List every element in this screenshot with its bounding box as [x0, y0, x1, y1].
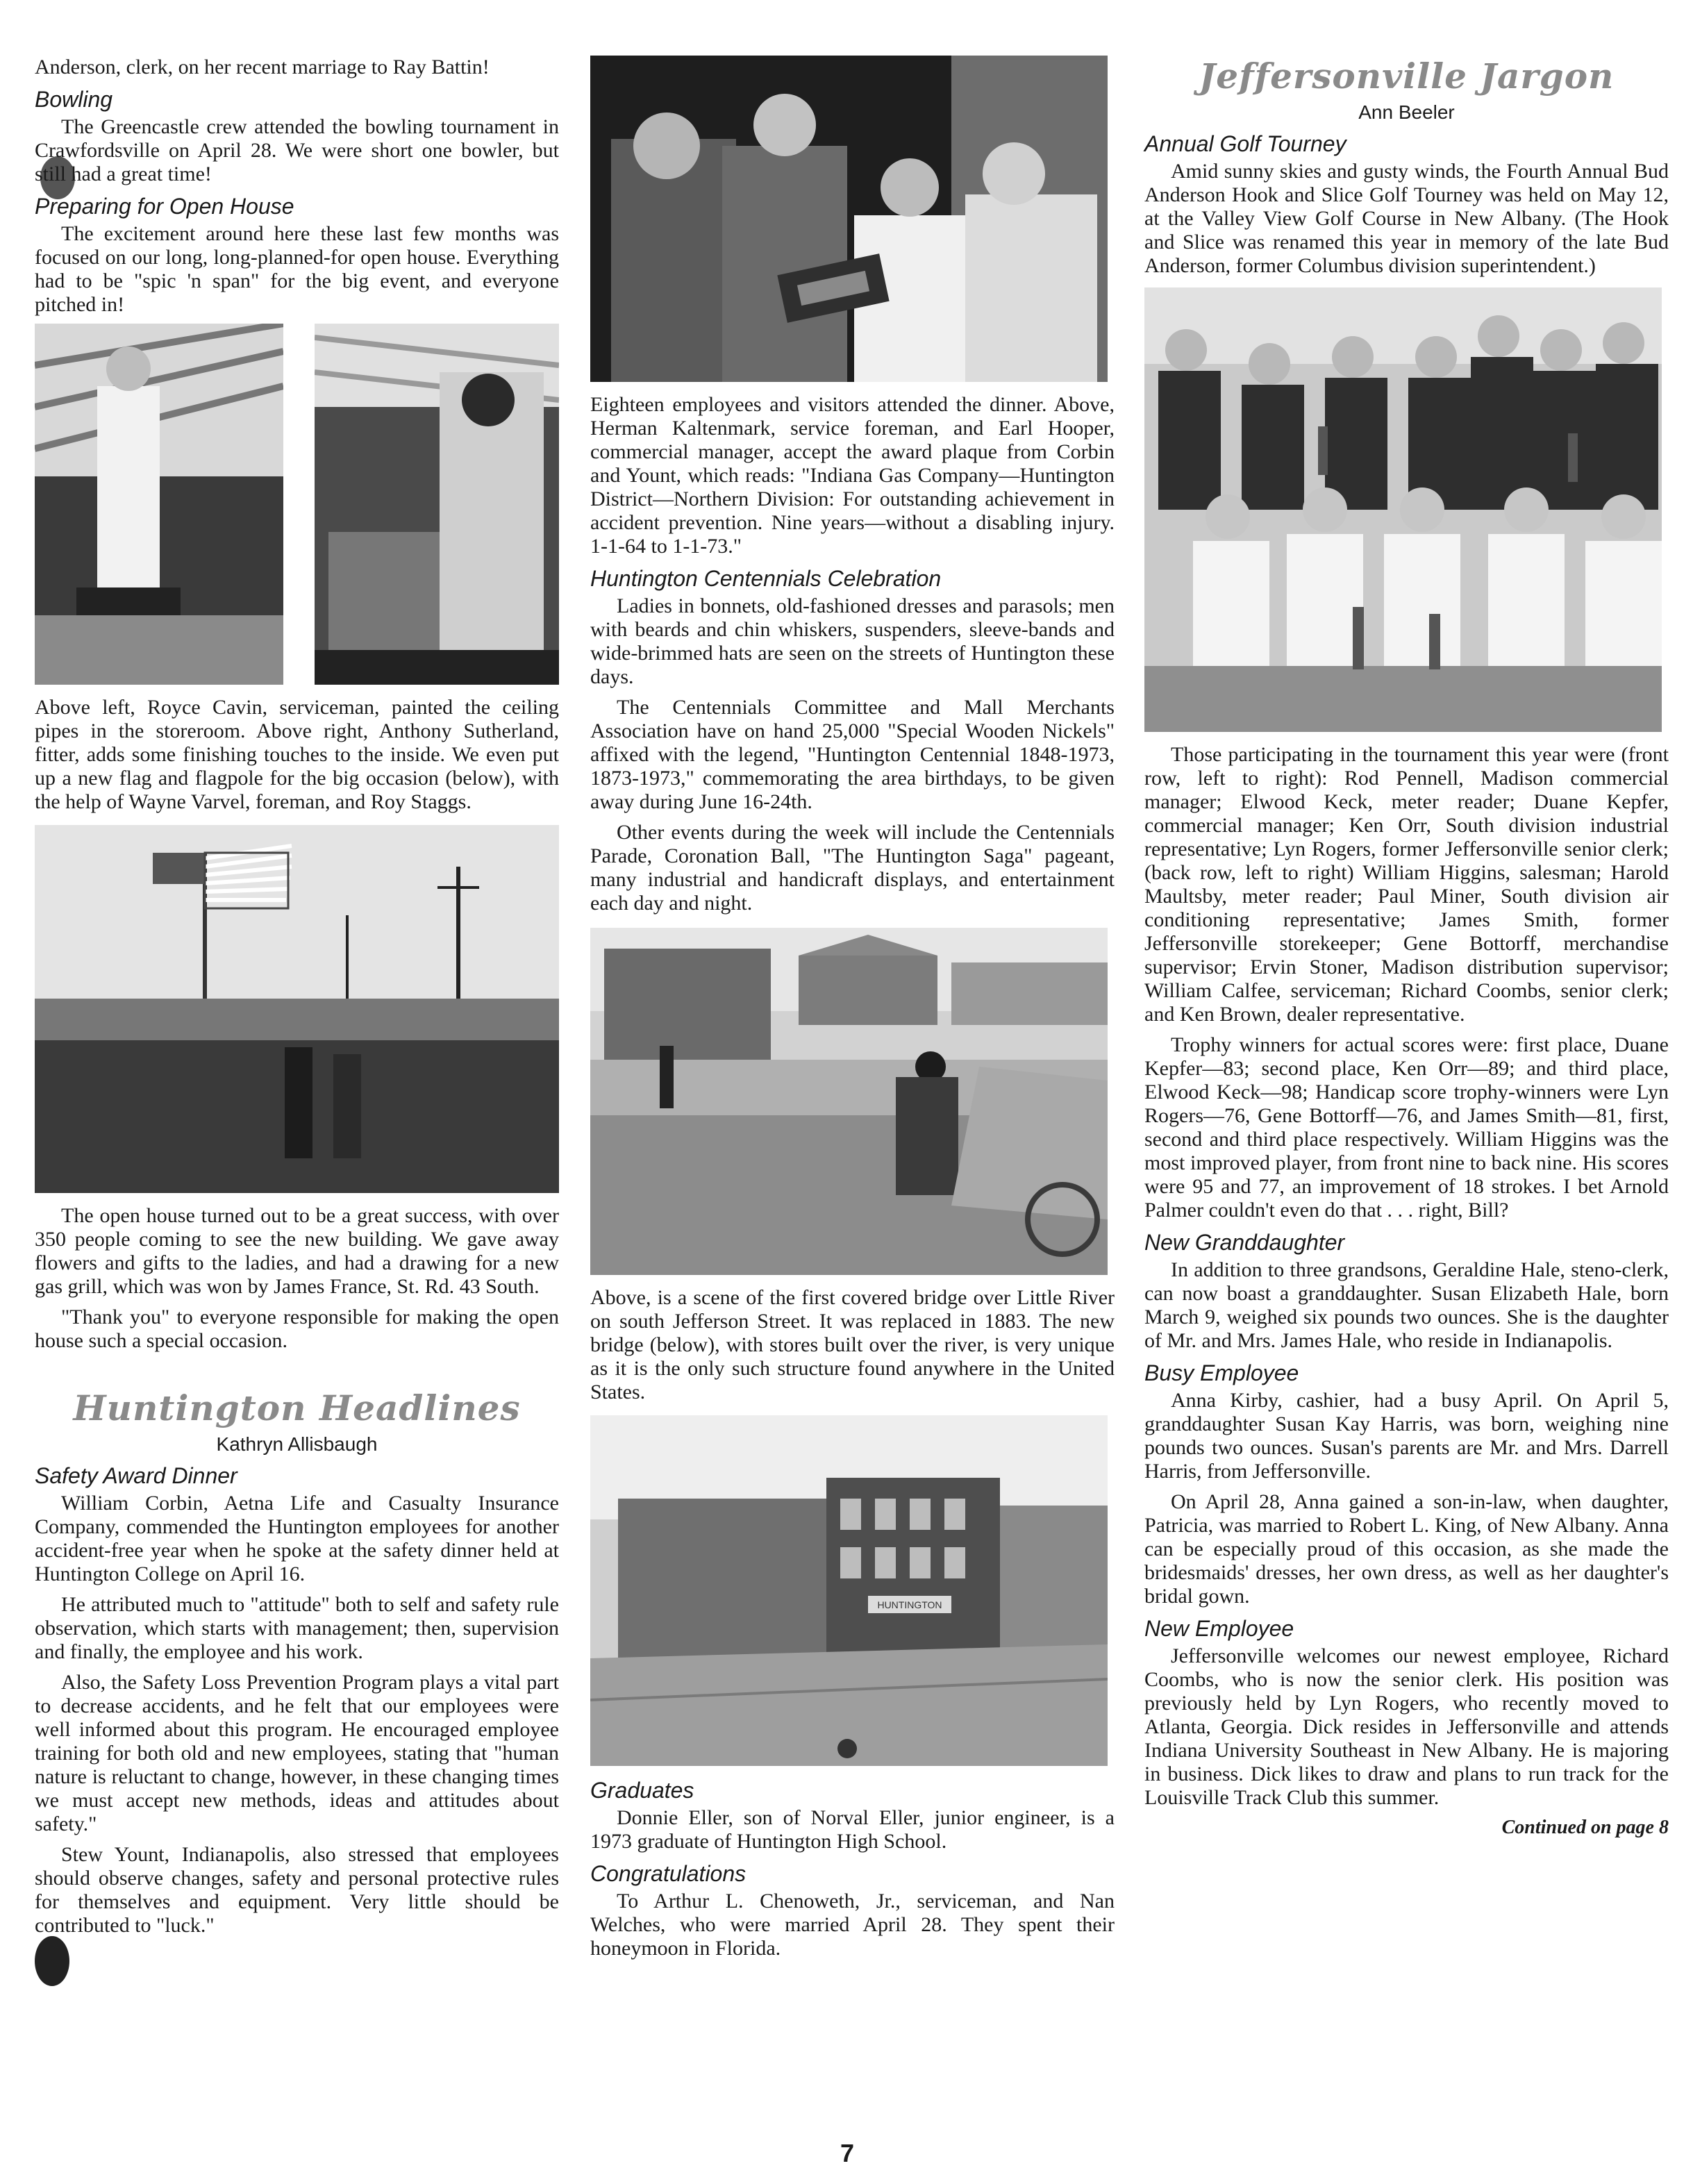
- section-title-jeffersonville-jargon: Jeffersonville Jargon: [1199, 56, 1615, 97]
- intro-paragraph: Anderson, clerk, on her recent marriage to Ray Battin!: [35, 56, 490, 78]
- congratulations-paragraph: To Arthur L. Chenoweth, Jr., serviceman, and Nan Welches, who were married April 28. They spent their honeymoon in Florida.: [590, 1890, 1115, 1960]
- photo-award-plaque-presentation: [590, 56, 1108, 382]
- heading-congratulations: Congratulations: [590, 1861, 747, 1886]
- heading-graduates: Graduates: [590, 1778, 694, 1803]
- heading-bowling: Bowling: [35, 87, 113, 112]
- column-right: [1144, 56, 1669, 1839]
- centennials-paragraph-1: Ladies in bonnets, old-fashioned dresses and parasols; men with beards and chin whiskers, suspenders, sleeve-bands and wide-brimmed hats are seen on the streets of Huntington these days.: [590, 594, 1115, 688]
- photo-new-flag-and-flagpole: [35, 825, 559, 1193]
- heading-annual-golf-tourney: Annual Golf Tourney: [1144, 131, 1346, 156]
- storefront-sign: HUNTINGTON: [877, 1599, 942, 1610]
- section-title-huntington-headlines: Huntington Headlines: [73, 1387, 521, 1428]
- heading-new-employee: New Employee: [1144, 1616, 1294, 1641]
- heading-centennials: Huntington Centennials Celebration: [590, 566, 942, 591]
- graduates-paragraph: Donnie Eller, son of Norval Eller, junior engineer, is a 1973 graduate of Huntington High School.: [590, 1806, 1115, 1853]
- bowling-paragraph: The Greencastle crew attended the bowling tournament in Crawfordsville on April 28. We were short one bowler, but still had a great time!: [35, 115, 559, 185]
- photo-new-bridge-with-stores: [590, 1415, 1108, 1766]
- thanks-paragraph: "Thank you" to everyone responsible for making the open house such a special occasion.: [35, 1306, 559, 1352]
- busy-employee-paragraph-1: Anna Kirby, cashier, had a busy April. On April 5, granddaughter Susan Kay Harris, was born, weighing nine pounds two ounces. Susan's parents are Mr. and Mrs. Darrell Harris, from Jeffersonville.: [1144, 1389, 1669, 1483]
- heading-busy-employee: Busy Employee: [1144, 1360, 1299, 1385]
- safety-paragraph-2: He attributed much to "attitude" both to self and safety rule observation, which starts with management; then, supervision and finally, the employee and his work.: [35, 1593, 559, 1663]
- caption-covered-bridge: Above, is a scene of the first covered bridge over Little River on south Jefferson Street. It was replaced in 1883. The new bridge (below), with stores built over the river, is very unique as it is the only such structure found anywhere in the United States.: [590, 1286, 1115, 1403]
- column-left: [35, 56, 559, 1944]
- photo-golf-tournament-group: [1144, 287, 1662, 732]
- golf-paragraph: Amid sunny skies and gusty winds, the Fourth Annual Bud Anderson Hook and Slice Golf Tourney was held on May 12, at the Valley View Golf Course in New Albany. (The Hook and Slice was renamed this year in memory of the late Bud Anderson, former Columbus division superintendent.): [1144, 160, 1669, 277]
- photo-royce-cavin-painting: [35, 324, 283, 685]
- heading-safety-award-dinner: Safety Award Dinner: [35, 1463, 237, 1488]
- byline-huntington: Kathryn Allisbaugh: [216, 1433, 378, 1455]
- page-number: 7: [840, 2139, 855, 2167]
- heading-open-house: Preparing for Open House: [35, 194, 294, 219]
- photo-first-covered-bridge: [590, 928, 1108, 1275]
- granddaughter-paragraph: In addition to three grandsons, Geraldine Hale, steno-clerk, can now boast a granddaughter. Susan Elizabeth Hale, born March 9, weighed six pounds two ounces. She is the daughter of Mr. and Mrs. James Hale, who reside in Indianapolis.: [1144, 1258, 1669, 1352]
- centennials-paragraph-2: The Centennials Committee and Mall Merchants Association have on hand 25,000 "Special Wooden Nickels" affixed with the legend, "Huntington Centennial 1848-1973, 1873-1973," commemorating the area birthdays, to be given away during June 16-24th.: [590, 696, 1115, 813]
- safety-paragraph-3: Also, the Safety Loss Prevention Program plays a vital part to decrease accidents, and he felt that our employees were well informed about this program. He encouraged employee training for both old and new employees, stating that "human nature is reluctant to change, however, in these changing times we must accept new methods, ideas and attitudes about safety.": [35, 1671, 559, 1835]
- photo-anthony-sutherland-fitter: [315, 324, 559, 685]
- busy-employee-paragraph-2: On April 28, Anna gained a son-in-law, when daughter, Patricia, was married to Robert L. King, of New Albany. Anna can be especially proud of this occasion, as she made the bridesmaids' dresses, her own dress, as well as her daughter's bridal gown.: [1144, 1490, 1669, 1608]
- caption-storeroom-photos: Above left, Royce Cavin, serviceman, painted the ceiling pipes in the storeroom. Above right, Anthony Sutherland, fitter, adds some finishing touches to the inside. We even put up a new flag and flagpole for the big occasion (below), with the help of Wayne Varvel, foreman, and Roy Staggs.: [35, 696, 559, 813]
- new-employee-paragraph: Jeffersonville welcomes our newest employee, Richard Coombs, who is now the senior clerk. His position was previously held by Lyn Rogers, who recently moved to Atlanta, Georgia. Dick resides in Jeffersonville and attends Indiana University Southeast in New Albany. He is majoring in business. Dick likes to draw and plans to run track for the Louisville Track Club this summer.: [1144, 1644, 1669, 1809]
- safety-paragraph-1: William Corbin, Aetna Life and Casualty Insurance Company, commended the Huntington employees for another accident-free year when he spoke at the safety dinner held at Huntington College on April 16.: [35, 1492, 559, 1585]
- continued-on-page-8: Continued on page 8: [1501, 1817, 1669, 1838]
- participants-paragraph: Those participating in the tournament this year were (front row, left to right): Rod Pennell, Madison commercial manager; Elwood Keck, meter reader; Duane Kepfer, commercial manager; Ken Orr, South division industrial representative; Lyn Rogers, former Jeffersonville senior clerk; (back row, left to right) William Higgins, salesman; Harold Maultsby, meter reader; Paul Miner, South division air conditioning representative; James Smith, former Jeffersonville storekeeper; Gene Bottorff, merchandise supervisor; Ervin Stoner, Madison distribution supervisor; William Calfee, serviceman; Richard Coombs, senior clerk; and Ken Brown, dealer representative.: [1144, 743, 1669, 1026]
- safety-paragraph-4: Stew Yount, Indianapolis, also stressed that employees should observe changes, safety and personal protective rules for themselves and equipment. Very little should be contributed to "luck.": [35, 1843, 559, 1937]
- photo-row-storeroom: [35, 324, 559, 685]
- trophy-paragraph: Trophy winners for actual scores were: first place, Duane Kepfer—83; second place, Ken Orr—89; and third place, Elwood Keck—98; Handicap score trophy-winners were Lyn Rogers—76, Gene Bottorff—76, and James Smith—81, first, second and third place respectively. William Higgins was the most improved player, from front nine to back nine. His scores were 95 and 77, an improvement of 18 strokes. I bet Arnold Palmer couldn't even do that . . . right, Bill?: [1144, 1033, 1669, 1222]
- open-house-paragraph: The excitement around here these last few months was focused on our long, long-planned-for open house. Everything had to be "spic 'n span" for the big event, and everyone pitched in!: [35, 222, 559, 316]
- heading-new-granddaughter: New Granddaughter: [1144, 1230, 1345, 1255]
- caption-award-plaque: Eighteen employees and visitors attended the dinner. Above, Herman Kaltenmark, service foreman, and Earl Hooper, commercial manager, accept the award plaque from Corbin and Yount, which reads: "Indiana Gas Company—Huntington District—Northern Division: For outstanding achievement in accident prevention. Nine years—without a disabling injury. 1-1-64 to 1-1-73.": [590, 393, 1115, 558]
- centennials-paragraph-3: Other events during the week will include the Centennials Parade, Coronation Ball, "The Huntington Saga" pageant, many industrial and handicraft displays, and entertainment each day and night.: [590, 821, 1115, 915]
- byline-jeffersonville: Ann Beeler: [1358, 101, 1455, 123]
- column-middle: [590, 56, 1115, 1967]
- success-paragraph: The open house turned out to be a great success, with over 350 people coming to see the new building. We gave away flowers and gifts to the ladies, and had a drawing for a new gas grill, which was won by James France, St. Rd. 43 South.: [35, 1204, 559, 1298]
